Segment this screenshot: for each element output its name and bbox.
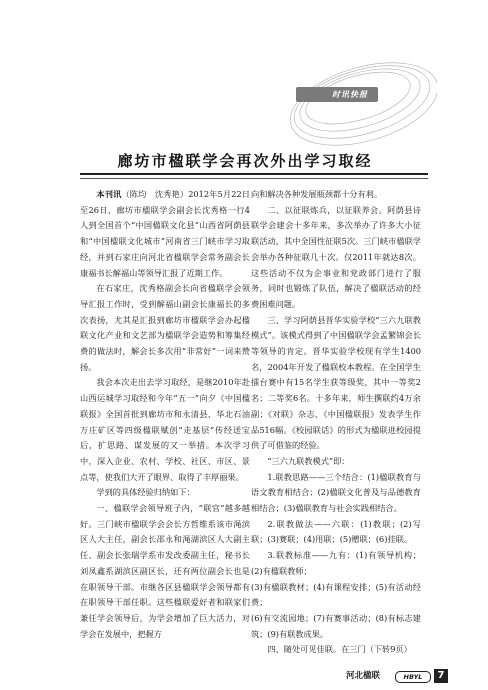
paragraph: 四、随处可见佳联。在三门（下转9页） [267, 644, 412, 655]
paragraph: 二、以征联炼兵，以征联养会。阿荫县诗联学会建会十多年来，多次举办了许多大小征联活动，其中全国性征联5次。三门峡市楹联学会举办各种征联几十次。仅2011年就达8次。这些活动不仅为企事业和党政部门进行了服务，同时也锻炼了队伍，解决了楹联活动的经费困难问题。 [251, 204, 421, 309]
paragraph: 我会本次走出去学习取经，是继2010年赴山西运城学习取经和今年“五一”向夕《中国楹联报》全国首批到廊坊市和永清县、华北石油万庄矿区等四级楹联赋创“走基层”传经送宝后，扩思路、谋发展的又一举措。本次学习中，深入企业、农村、学校、社区、市区、景点等，使我们大开了眼界、取得了丰厚丽果。 [80, 377, 250, 482]
paragraph: (3)有楹联教材；(4)有课程安排；(5)有活动经费； [251, 581, 421, 608]
magazine-name: 河北楹联 [346, 671, 381, 681]
paragraph: “三六九联教模式”即： [267, 455, 350, 466]
paragraph: 3.联教标准——九有：(1)有领导机构；(2)有楹联教师； [251, 550, 421, 576]
paragraph: 三、学习阿荫县晋华实验学校“三六九联教模式”。该模式得到了中国楹联学会孟繁锦会长等领导的肯定。晋华实验学校现有学生1400名，2004年开发了楹联校本教程。在全国学生擂台赛中有15名学生获等级奖，其中一等奖2名；二等奖6名。十多年来，师生撰联约4万余副；《对联》杂志、《中国楹联报》发表学生作品516幅。《校园联话》的形式为楹联进校园提供了可借鉴的经验。 [251, 314, 421, 451]
paragraph: 向和解决各种发展瓶颈都十分有利。 [251, 189, 383, 199]
paragraph: 学到的具体经验归纳如下： [96, 487, 195, 498]
paragraph: 本刊讯（陈均 沈秀艳）2012年5月22日至26日，廊坊市楹联学会副会长沈秀格一行4人到全国首个“中国楹联文化县”山西省阿荫县和“中国楹联文化城市”河南省三门峡市学习取经，并到石家庄向河北省楹联学会常务副会长康福书长解福山等领导汇报了近期工作。 [80, 189, 250, 278]
byline: 本刊讯 [96, 189, 122, 199]
article-title: 廊坊市楹联学会再次外出学习取经 [117, 152, 373, 170]
paragraph: 1.联教思路——三个结合：(1)楹联教育与语文教育相结合；(2)楹联文化普及与品德教育相结合；(3)楹联教育与社会实践相结合。 [251, 471, 421, 514]
header-decoration [262, 60, 437, 152]
left-column [80, 187, 250, 642]
paragraph: 2.联教做法——六联：(1)教联；(2)写联；(3)赛联；(4)用联；(5)赠联；(6)挂联。 [251, 518, 421, 545]
magazine-code: HBYL [395, 671, 431, 683]
paragraph: 在石家庄，沈秀格副会长向省楹联学会领导汇报工作时，受到解福山副会长康福长的多次表扬，尤其是汇报到廊坊市楹联学会办起楹联文化产业和文艺部为楹联学会造势和筹集经费的做法时，解会长多次用“非常好”一词来赞扬。 [80, 283, 250, 372]
section-tag-label: 时讯快报 [332, 90, 368, 99]
section-tag [296, 87, 378, 102]
paragraph: 一、楹联学会领导班子内，“联官”越多越好。三门峡市楹联学会会长方哲维系该市渑滨区人大主任，副会长邵永和渑湖滨区人大副主任、副会长张瑞学系市发改委副主任，秘书长刘凤鑫系湖滨区副区长，还有两位副会长也是在职领导干部。市继各区县楹联学会领导都有在职领导干部任职。这些楹联爱好者和联家们兼任学会领导后，为学会增加了巨大活力，对学会在发展中，把握方 [80, 503, 250, 639]
paragraph: (6)有交流园地；(7)有赛事活动；(8)有标志建筑；(9)有联教成果。 [251, 612, 421, 639]
page-number: 7 [434, 669, 448, 683]
title-rule-thin [80, 178, 428, 179]
right-column [251, 187, 421, 658]
title-rule-thick [80, 173, 428, 175]
